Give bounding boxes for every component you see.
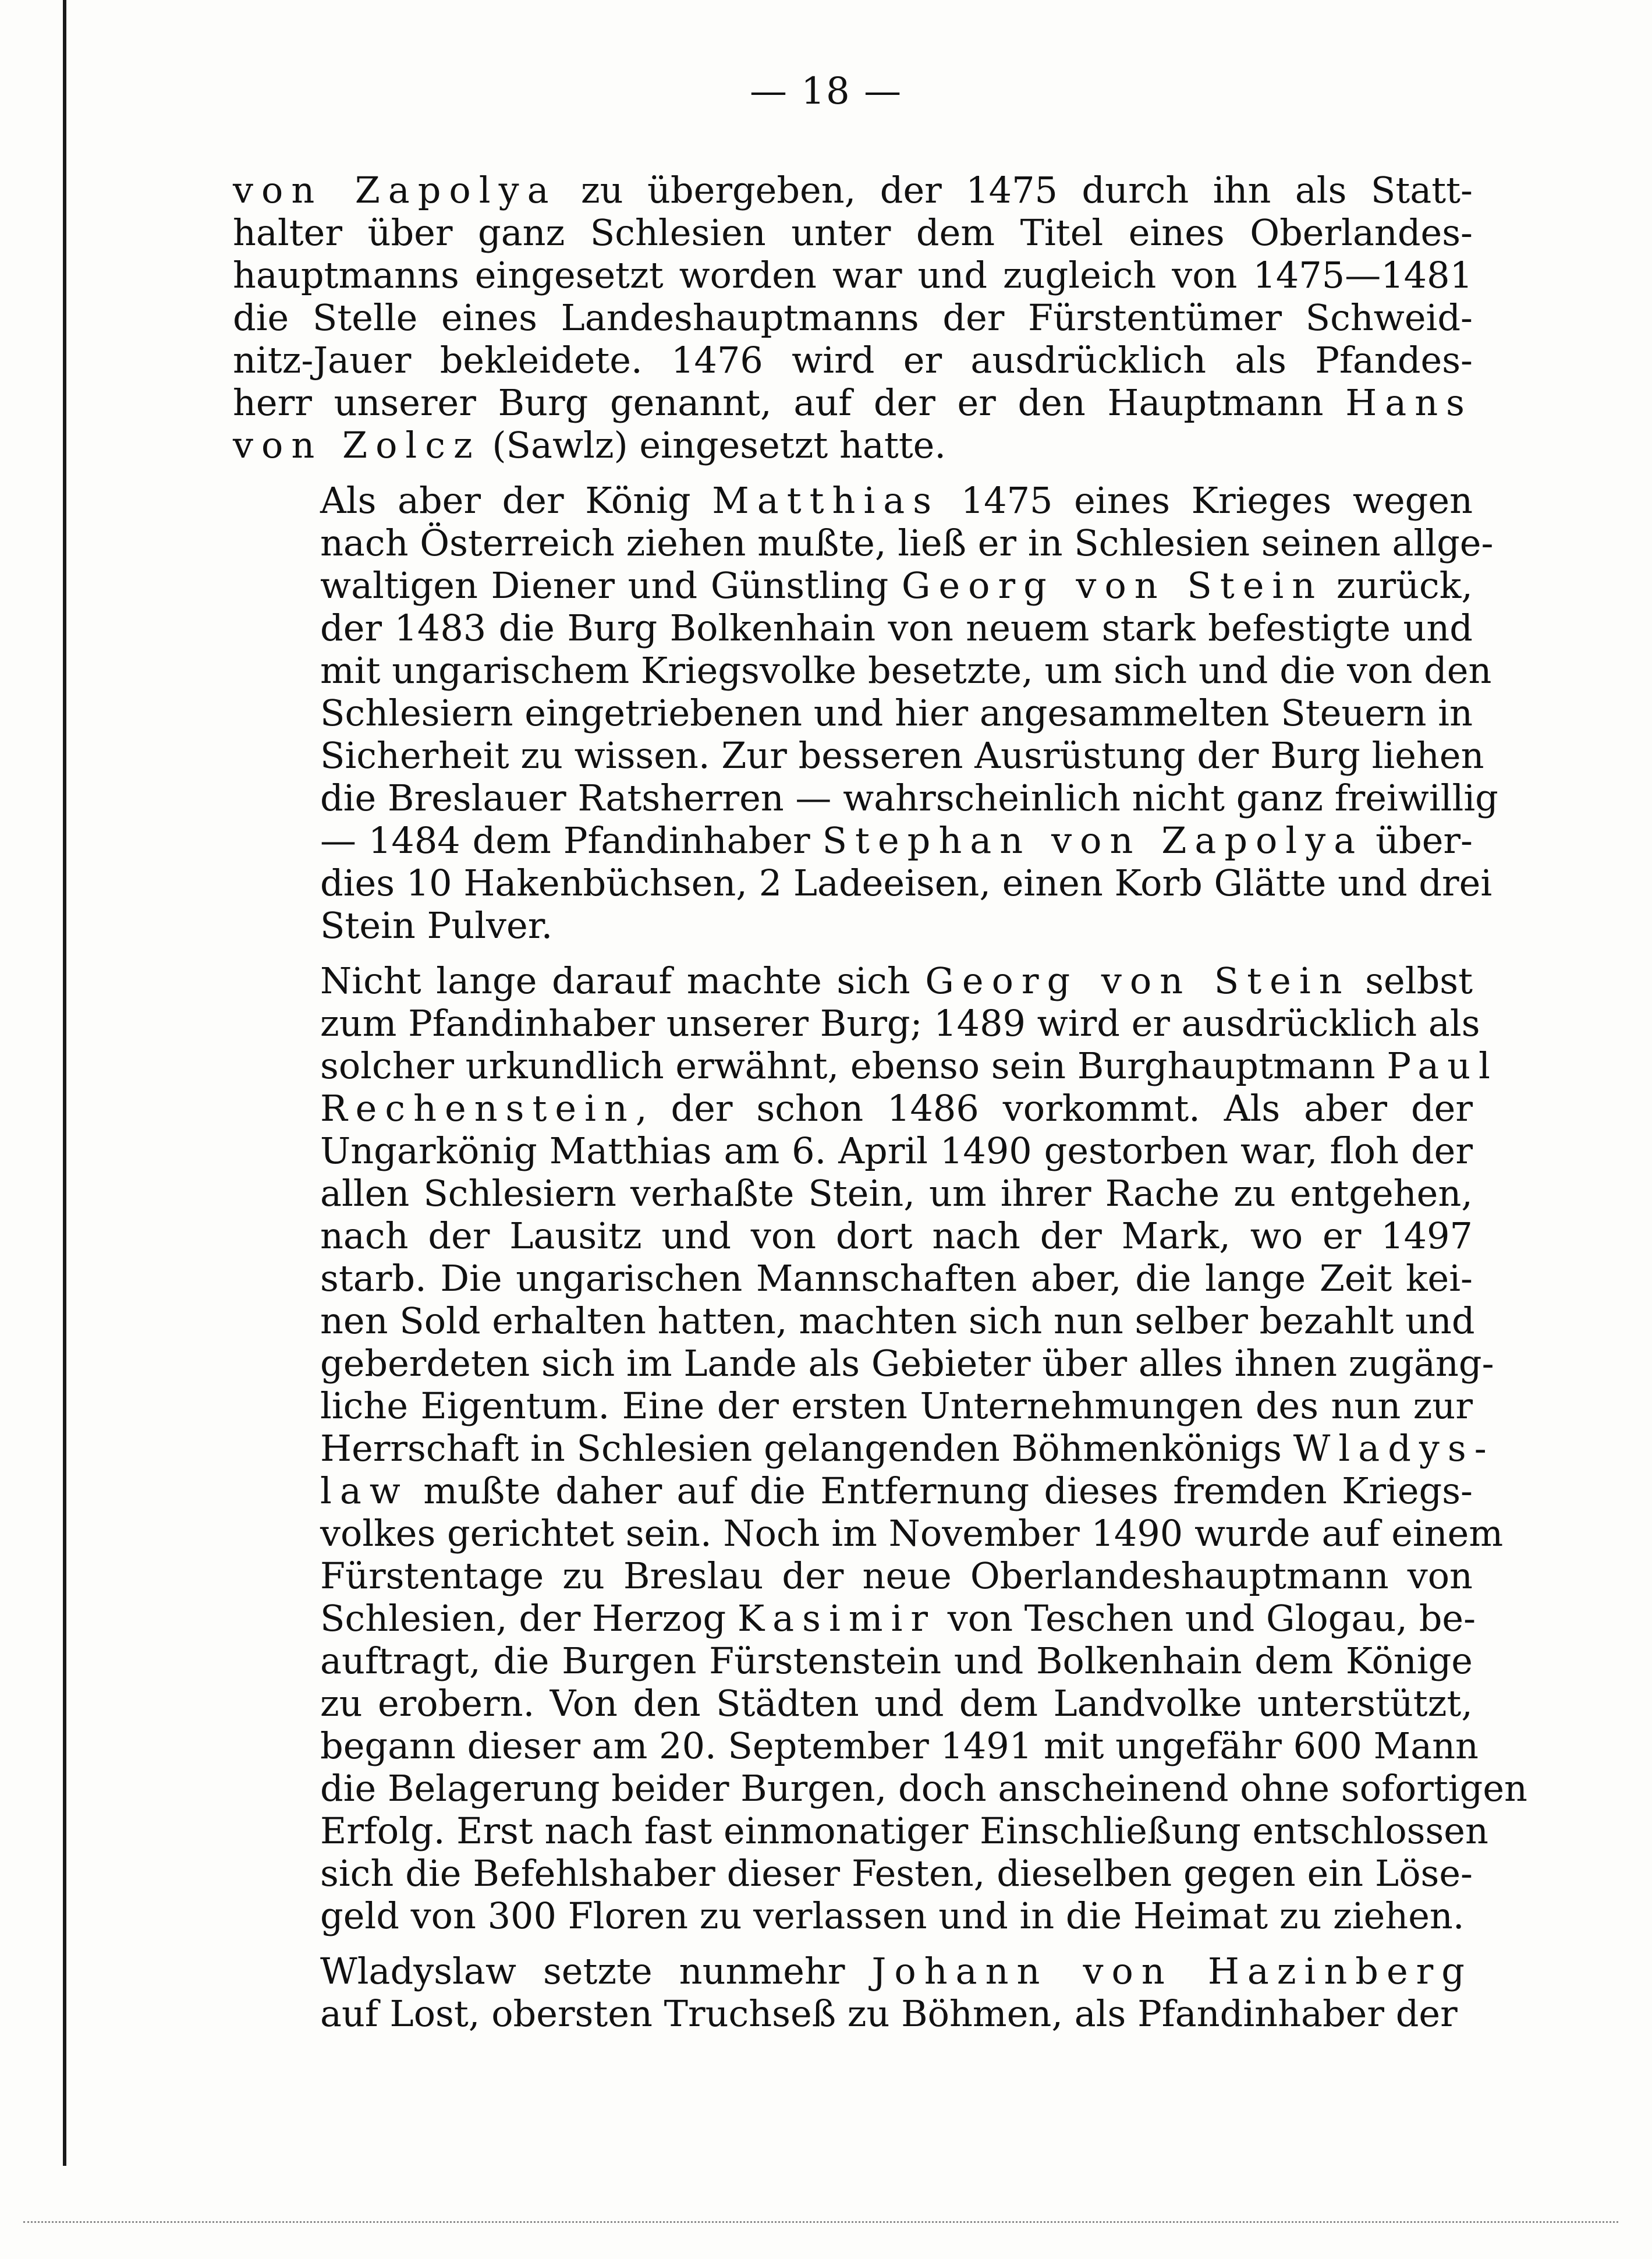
text-line xyxy=(233,1342,1494,1385)
text-run: liche Eigentum. Eine der ersten Unternehmungen des nun zur xyxy=(320,1385,1473,1427)
text-line xyxy=(233,904,1473,947)
text-run: Erfolg. Erst nach fast einmonatiger Einschließung entschlossen xyxy=(320,1810,1488,1852)
text-line xyxy=(233,522,1494,564)
bottom-edge xyxy=(23,2221,1618,2223)
text-line xyxy=(233,1172,1473,1215)
text-run: nen Sold erhalten hatten, machten sich nun selber bezahlt und xyxy=(320,1300,1475,1342)
text-run: volkes gerichtet sein. Noch im November 1490 wurde auf einem xyxy=(320,1512,1504,1555)
text-run: Als aber der König xyxy=(320,479,712,522)
spaced-name: Johann von Hazinberg xyxy=(871,1950,1473,1992)
spaced-name: Rechenstein xyxy=(320,1087,636,1130)
spaced-name: Hans xyxy=(1345,381,1473,424)
text-run: die Stelle eines Landeshauptmanns der Fürstentümer Schweid- xyxy=(233,296,1473,339)
text-line xyxy=(233,254,1473,296)
text-run: sich die Befehlshaber dieser Festen, dieselben gegen ein Löse- xyxy=(320,1852,1473,1895)
spaced-name: Stephan von Zapolya xyxy=(822,819,1364,862)
body-text xyxy=(233,169,1527,2048)
text-run: die Breslauer Ratsherren — wahrscheinlich nicht ganz freiwillig xyxy=(320,777,1498,819)
text-run: mit ungarischem Kriegsvolke besetzte, um sich und die von den xyxy=(320,649,1492,692)
text-run: nach Österreich ziehen mußte, ließ er in Schlesien seinen allge- xyxy=(320,522,1494,564)
text-run: Wladyslaw setzte nunmehr xyxy=(320,1950,872,1992)
text-line xyxy=(233,1725,1479,1767)
text-run: Schlesien, der Herzog xyxy=(320,1597,738,1640)
text-line xyxy=(233,862,1493,904)
page-number: — 18 — xyxy=(749,70,903,113)
text-run: der 1483 die Burg Bolkenhain von neuem stark befestigte und xyxy=(320,607,1473,649)
spaced-name: Georg von Stein xyxy=(925,959,1350,1002)
text-line xyxy=(233,649,1492,692)
text-run: dies 10 Hakenbüchsen, 2 Ladeeisen, einen Korb Glätte und drei xyxy=(320,862,1493,904)
text-run: zurück, xyxy=(1323,564,1473,607)
text-line xyxy=(233,1044,1498,1087)
text-line xyxy=(233,381,1473,424)
text-line xyxy=(233,1002,1480,1044)
spaced-name: Wladys- xyxy=(1293,1427,1495,1470)
text-run: auftragt, die Burgen Fürstenstein und Bolkenhain dem Könige xyxy=(320,1640,1473,1682)
text-line xyxy=(233,1512,1504,1555)
spaced-name: von Zolcz xyxy=(233,424,481,466)
text-run: die Belagerung beider Burgen, doch anscheinend ohne sofortigen xyxy=(320,1767,1527,1810)
text-line xyxy=(233,1895,1473,1937)
text-run: zum Pfandinhaber unserer Burg; 1489 wird er ausdrücklich als xyxy=(320,1002,1480,1044)
text-line xyxy=(233,692,1473,734)
text-run: Sicherheit zu wissen. Zur besseren Ausrüstung der Burg liehen xyxy=(320,734,1484,777)
text-run: solcher urkundlich erwähnt, ebenso sein Burghauptmann xyxy=(320,1044,1387,1087)
text-run: Nicht lange darauf machte sich xyxy=(320,959,926,1002)
text-line xyxy=(233,169,1473,211)
text-run: geld von 300 Floren zu verlassen und in die Heimat zu ziehen. xyxy=(320,1895,1465,1937)
text-line xyxy=(233,1852,1473,1895)
text-line xyxy=(233,1640,1473,1682)
text-line xyxy=(233,1130,1473,1172)
text-line xyxy=(233,1087,1473,1130)
text-run: Fürstentage zu Breslau der neue Oberlandeshauptmann von xyxy=(320,1555,1473,1597)
text-line xyxy=(233,296,1473,339)
text-run: , der schon 1486 vorkommt. Als aber der xyxy=(635,1087,1473,1130)
text-run: selbst xyxy=(1350,959,1473,1002)
text-run: nitz-Jauer bekleidete. 1476 wird er ausdrücklich als Pfandes- xyxy=(233,339,1473,381)
text-run: (Sawlz) eingesetzt hatte. xyxy=(480,424,946,466)
spaced-name: Georg von Stein xyxy=(901,564,1324,607)
spaced-name: Paul xyxy=(1387,1044,1498,1087)
text-run: Schlesiern eingetriebenen und hier angesammelten Steuern in xyxy=(320,692,1473,734)
text-line xyxy=(233,1950,1473,1992)
text-run: zu erobern. Von den Städten und dem Landvolke unterstützt, xyxy=(320,1682,1473,1725)
paragraph xyxy=(233,959,1527,1937)
text-line xyxy=(233,1682,1473,1725)
text-line xyxy=(233,959,1473,1002)
text-run: starb. Die ungarischen Mannschaften aber, die lange Zeit kei- xyxy=(320,1257,1473,1300)
paragraph xyxy=(233,479,1498,947)
text-run: allen Schlesiern verhaßte Stein, um ihrer Rache zu entgehen, xyxy=(320,1172,1473,1215)
text-line xyxy=(233,819,1473,862)
text-run: halter über ganz Schlesien unter dem Titel eines Oberlandes- xyxy=(233,211,1473,254)
text-line xyxy=(233,1470,1473,1512)
text-run: Stein Pulver. xyxy=(320,904,553,947)
text-run: 1475 eines Krieges wegen xyxy=(940,479,1473,522)
text-line xyxy=(233,734,1484,777)
text-run: von Teschen und Glogau, be- xyxy=(936,1597,1476,1640)
spaced-name: Kasimir xyxy=(737,1597,937,1640)
text-run: mußte daher auf die Entfernung dieses fremden Kriegs- xyxy=(408,1470,1473,1512)
text-line xyxy=(233,339,1473,381)
text-line xyxy=(233,607,1473,649)
text-run: — 1484 dem Pfandinhaber xyxy=(320,819,823,862)
text-run: geberdeten sich im Lande als Gebieter über alles ihnen zugäng- xyxy=(320,1342,1494,1385)
text-run: hauptmanns eingesetzt worden war und zugleich von 1475—1481 xyxy=(233,254,1473,296)
text-line xyxy=(233,564,1473,607)
text-line xyxy=(233,479,1473,522)
text-run: auf Lost, obersten Truchseß zu Böhmen, als Pfandinhaber der xyxy=(320,1992,1458,2035)
text-run: nach der Lausitz und von dort nach der Mark, wo er 1497 xyxy=(320,1215,1473,1257)
spaced-name: Matthias xyxy=(712,479,940,522)
text-line xyxy=(233,1215,1473,1257)
text-line xyxy=(233,1597,1476,1640)
text-run: waltigen Diener und Günstling xyxy=(320,564,902,607)
text-line xyxy=(233,1427,1495,1470)
spaced-name: law xyxy=(320,1470,409,1512)
text-run: herr unserer Burg genannt, auf der er den Hauptmann xyxy=(233,381,1346,424)
text-run: Herrschaft in Schlesien gelangenden Böhmenkönigs xyxy=(320,1427,1293,1470)
text-line xyxy=(233,1767,1527,1810)
text-line xyxy=(233,1810,1488,1852)
text-run: Ungarkönig Matthias am 6. April 1490 gestorben war, floh der xyxy=(320,1130,1473,1172)
paragraph xyxy=(233,169,1473,466)
text-run: zu übergeben, der 1475 durch ihn als Statt- xyxy=(556,169,1473,211)
text-run: begann dieser am 20. September 1491 mit ungefähr 600 Mann xyxy=(320,1725,1479,1767)
text-line xyxy=(233,777,1498,819)
text-line xyxy=(233,1555,1473,1597)
text-line xyxy=(233,1992,1473,2035)
text-line xyxy=(233,1300,1473,1342)
text-run: über- xyxy=(1363,819,1473,862)
text-line xyxy=(233,424,1473,466)
text-line xyxy=(233,211,1473,254)
text-line xyxy=(233,1257,1473,1300)
spaced-name: von Zapolya xyxy=(233,169,557,211)
binding-edge xyxy=(63,0,66,2166)
text-line xyxy=(233,1385,1473,1427)
paragraph xyxy=(233,1950,1473,2035)
